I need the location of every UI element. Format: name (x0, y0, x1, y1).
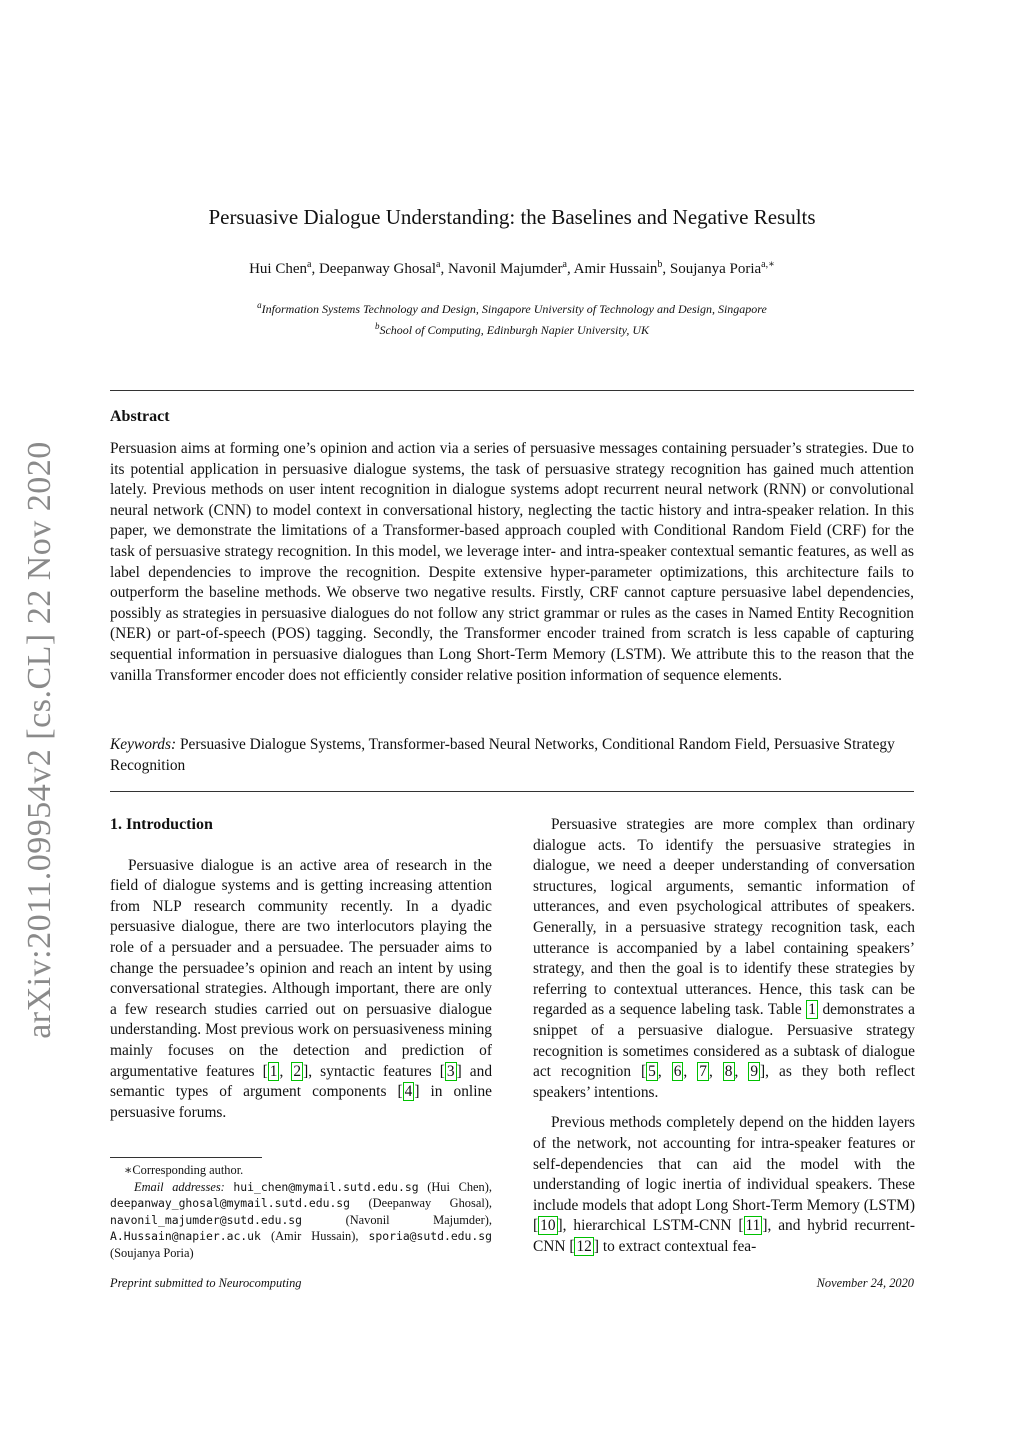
abstract-text: Persuasion aims at forming one’s opinion and action via a series of persuasive messages containing persuader’s strategies. Due to its potential application in persuasive dialogue systems, the task of persuasive strategy recognition has gained much attention lately. Previous methods on user intent recognition in dialogue systems adopt recurrent neural network (RNN) or convolutional neural network (CNN) to model context in conversational history, neglecting the tactic history and intra-speaker relation. In this paper, we demonstrate the limitations of a Transformer-based approach coupled with Conditional Random Field (CRF) for the task of persuasive strategy recognition. In this model, we leverage inter- and intra-speaker contextual semantic features, as well as label dependencies to improve the recognition. Despite extensive hyper-parameter optimizations, this architecture fails to outperform the baseline methods. We observe two negative results. Firstly, CRF cannot capture persuasive label dependencies, possibly as strategies in persuasive dialogues do not follow any strict grammar or rules as the cases in Named Entity Recognition (NER) or part-of-speech (POS) tagging. Secondly, the Transformer encoder trained from scratch is less capable of capturing sequential information in persuasive dialogues than Long Short-Term Memory (LSTM). We attribute this to the reason that the vanilla Transformer encoder does not efficiently consider relative position information of sequence elements. (110, 440, 914, 684)
citation-link[interactable]: 11 (745, 1217, 761, 1235)
intro-paragraph-3: Previous methods completely depend on the hidden layers of the network, not accounting for intra-speaker features or self-dependencies that can aid the model with the understanding of logic inertia of individual speakers. These include models that adopt Long Short-Term Memory (LSTM) [ 10 ], hierarchical LSTM-CNN [ 11 ], and hybrid recurrent-CNN [ 12 ] to extract contextual fea- (533, 1114, 915, 1255)
affiliation-line: $^b$School of Computing, Edinburgh Napier University, UK (374, 321, 650, 337)
email-address-link[interactable]: deepanway_ghosal@mymail.sutd.edu.sg (110, 1196, 351, 1211)
keywords-label: Keywords: (110, 736, 177, 753)
abstract-heading: Abstract (110, 408, 170, 425)
author-affiliation-mark: b (657, 259, 663, 270)
citation-link[interactable]: 5 (648, 1063, 656, 1081)
citation-link[interactable]: 1 (808, 1001, 816, 1019)
email-addresses: Email addresses: hui_chen@mymail.sutd.edu.sg (Hui Chen), deepanway_ghosal@mymail.sutd.edu.sg (Deepanway Ghosal), navonil_majumder@sutd.edu.sg (Navonil Majumder), A.Hussain@napier.ac.uk (Amir Hussain), sporia@sutd.edu.sg (Soujanya Poria) (110, 1179, 492, 1260)
email-address-link[interactable]: sporia@sutd.edu.sg (368, 1229, 492, 1244)
author-affiliation-mark: a (562, 259, 567, 270)
keywords (110, 735, 914, 776)
email-address-link[interactable]: navonil_majumder@sutd.edu.sg (110, 1212, 303, 1227)
footnote (110, 1162, 492, 1262)
corresponding-author-note: ∗Corresponding author. (124, 1163, 244, 1177)
email-owner-name: (Hui Chen) (427, 1179, 489, 1194)
author-name: Hui Chen (249, 261, 307, 277)
affiliations (110, 297, 914, 339)
section-heading-introduction: 1. Introduction (110, 816, 213, 833)
author-affiliation-mark: a,∗ (761, 259, 775, 270)
citation-link[interactable]: 12 (576, 1237, 592, 1255)
right-column (533, 815, 915, 1257)
author-list: Hui Chen$^a$, Deepanway Ghosal$^a$, Navonil Majumder$^a$, Amir Hussain$^b$, Soujanya Poria$^{a,∗}$ (249, 259, 775, 277)
email-owner-name: (Amir Hussain) (270, 1229, 356, 1244)
top-rule (110, 390, 914, 391)
email-label: Email addresses: (134, 1179, 234, 1194)
author-name: Amir Hussain (573, 261, 658, 277)
footer-preprint-note: Preprint submitted to Neurocomputing (110, 1276, 302, 1290)
email-owner-name: (Deepanway Ghosal) (368, 1196, 489, 1211)
author-name: Navonil Majumder (447, 261, 563, 277)
author-affiliation-mark: a (436, 259, 441, 270)
author-affiliation-mark: a (307, 259, 312, 270)
bottom-rule (110, 791, 914, 792)
citation-link[interactable]: 8 (724, 1063, 733, 1081)
footnote-rule (110, 1157, 262, 1158)
citation-link[interactable]: 7 (699, 1063, 707, 1081)
citation-link[interactable]: 1 (269, 1062, 278, 1080)
paper-title: Persuasive Dialogue Understanding: the Baselines and Negative Results (208, 205, 816, 229)
citation-link[interactable]: 2 (293, 1062, 302, 1080)
intro-paragraph-2: Persuasive strategies are more complex than ordinary dialogue acts. To identify the persuasive strategies in dialogue, we need a deeper understanding of conversation structures, logical arguments, semantic information of utterances, and even psychological attributes of speakers. Generally, in a persuasive strategy recognition task, each utterance is accompanied by a label containing speakers’ strategy, and then the goal is to identify these strategies by referring to contextual utterances. Hence, this task can be regarded as a sequence labeling task. Table 1 demonstrates a snippet of a persuasive dialogue. Persuasive strategy recognition is sometimes considered as a subtask of dialogue act recognition [ 5 , 6 , 7 , 8 , 9 ], as they both reflect speakers’ intentions. (533, 816, 916, 1101)
author-name: Soujanya Poria (669, 261, 762, 277)
citation-link[interactable]: 6 (673, 1063, 682, 1081)
email-address-link[interactable]: hui_chen@mymail.sutd.edu.sg (233, 1179, 419, 1194)
arxiv-identifier-stamp: arXiv:2011.09954v2 [cs.CL] 22 Nov 2020 (21, 441, 58, 1039)
citation-link[interactable]: 3 (446, 1062, 455, 1080)
email-address-link[interactable]: A.Hussain@napier.ac.uk (110, 1229, 261, 1244)
email-owner-name: (Soujanya Poria) (110, 1245, 194, 1260)
author-name: Deepanway Ghosal (318, 261, 436, 277)
intro-paragraph-1: Persuasive dialogue is an active area of research in the field of dialogue systems and is getting increasing attention from NLP research community recently. In a dyadic persuasive dialogue, there are two interlocutors playing the role of a persuader and a persuadee. The persuader aims to change the persuadee’s opinion and reach an intent by using conversational strategies. Although important, there are only a few research studies carried out on persuasive dialogue understanding. Most previous work on persuasiveness mining mainly focuses on the detection and prediction of argumentative features [ 1 , 2 ], syntactic features [ 3 ] and semantic types of argument components [ 4 ] in online persuasive forums. (110, 856, 493, 1121)
citation-link[interactable]: 4 (404, 1083, 413, 1101)
keywords-text: Persuasive Dialogue Systems, Transformer-based Neural Networks, Conditional Random Field, Persuasive Strategy Recognition (110, 736, 895, 774)
affiliation-line: $^a$Information Systems Technology and Design, Singapore University of Technology and Design, Singapore (257, 300, 767, 316)
citation-link[interactable]: 10 (540, 1217, 556, 1235)
left-column (110, 815, 492, 1123)
email-owner-name: (Navonil Majumder) (345, 1212, 489, 1227)
footer-date: November 24, 2020 (816, 1276, 914, 1290)
citation-link[interactable]: 9 (750, 1063, 759, 1081)
